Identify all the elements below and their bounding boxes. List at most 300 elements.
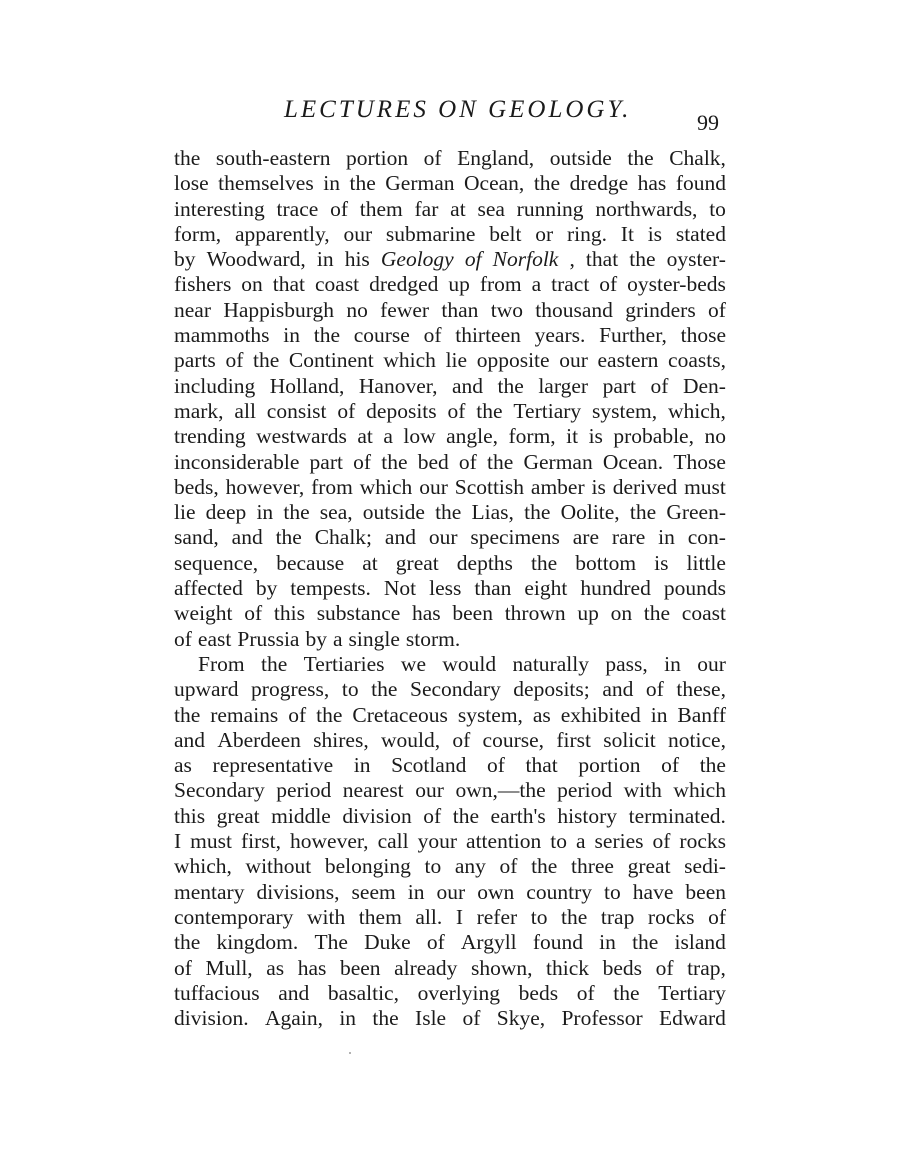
word: to: [604, 879, 621, 904]
word: Oolite,: [560, 500, 620, 525]
word: beds,: [174, 474, 219, 499]
word: been: [452, 601, 493, 626]
word: the: [313, 323, 341, 348]
word: that: [585, 247, 619, 272]
word: the: [497, 373, 524, 398]
word: dredged: [369, 272, 439, 297]
word: the: [613, 980, 640, 1005]
word: and: [231, 525, 263, 550]
word: divisions,: [256, 879, 340, 904]
word: is: [588, 424, 603, 449]
word: remains: [210, 702, 279, 727]
word: specimens: [470, 525, 560, 550]
word: nearest: [342, 778, 404, 803]
word: which,: [174, 854, 232, 879]
word: would: [442, 651, 497, 676]
word: basaltic,: [327, 980, 399, 1005]
word: Scottish: [454, 474, 525, 499]
word: thousand: [535, 297, 613, 322]
word: sea,: [319, 500, 353, 525]
word: period: [557, 778, 613, 803]
word: the: [643, 601, 671, 626]
word: storm.: [405, 626, 461, 651]
word: the: [316, 702, 343, 727]
word: three: [570, 854, 614, 879]
word: or: [535, 221, 554, 246]
word: Den-: [682, 373, 726, 398]
word: own: [477, 879, 515, 904]
word: course,: [482, 727, 545, 752]
word: those: [680, 323, 726, 348]
word: and: [278, 980, 310, 1005]
word: we: [400, 651, 426, 676]
italic-word: Geology: [380, 247, 454, 272]
word: Skye,: [496, 1006, 546, 1031]
word: of: [462, 1006, 481, 1031]
word: of: [426, 930, 445, 955]
word: ,: [569, 247, 575, 272]
word: would,: [380, 727, 441, 752]
word: Mull,: [205, 955, 253, 980]
word: con-: [687, 525, 726, 550]
word: the: [349, 171, 376, 196]
word: by: [255, 576, 278, 601]
word: Edward: [659, 1006, 726, 1031]
text-line: [174, 930, 726, 955]
word: his: [344, 247, 370, 272]
word: beds: [602, 955, 643, 980]
word: attention: [466, 829, 542, 854]
word: our: [436, 879, 466, 904]
text-line: [174, 956, 726, 981]
word: and: [451, 373, 484, 398]
word: of: [661, 753, 680, 778]
text-line: [174, 854, 726, 879]
word: a: [383, 424, 393, 449]
text-line: [174, 525, 726, 550]
word: which: [359, 474, 413, 499]
word: in: [650, 702, 668, 727]
word: of: [423, 146, 442, 170]
word: the: [174, 702, 201, 727]
word: Tertiary: [658, 980, 726, 1005]
word: representative: [212, 753, 334, 778]
word: dredge: [569, 171, 629, 196]
word: affected: [174, 576, 243, 601]
word: opposite: [476, 348, 550, 373]
word: lie: [445, 348, 468, 373]
word: with: [623, 778, 662, 803]
word: portion: [346, 146, 409, 170]
word: on: [241, 272, 263, 297]
word: is: [647, 221, 663, 246]
word: thirteen: [455, 323, 521, 348]
word: derived: [612, 474, 678, 499]
word: at: [450, 196, 466, 221]
word: our: [415, 778, 444, 803]
word: depths: [456, 550, 513, 575]
word: tract: [551, 272, 590, 297]
word: Scotland: [391, 753, 467, 778]
paragraph: [174, 652, 726, 1031]
word: the: [371, 677, 398, 702]
word: a: [531, 272, 542, 297]
word: lie: [174, 500, 196, 525]
word: Prussia: [237, 626, 300, 651]
word: these,: [676, 677, 726, 702]
word: of: [225, 348, 244, 373]
word: of: [599, 272, 618, 297]
word: trace: [276, 196, 319, 221]
word: that: [272, 272, 306, 297]
word: the: [435, 500, 462, 525]
word: of: [452, 727, 471, 752]
italic-word: of: [464, 247, 482, 272]
word: pounds: [663, 576, 726, 601]
word: is: [591, 474, 606, 499]
word: of: [447, 398, 466, 423]
word: Ocean,: [464, 171, 525, 196]
word: I: [455, 904, 463, 929]
text-line: [174, 576, 726, 601]
word: oyster-: [666, 247, 726, 272]
word: the: [452, 803, 479, 828]
word: Hanover,: [358, 373, 438, 398]
word: on: [610, 601, 633, 626]
word: coasts,: [668, 348, 726, 373]
word: no: [704, 424, 726, 449]
word: of: [423, 323, 442, 348]
text-line: [174, 348, 726, 373]
word: Duke: [364, 930, 411, 955]
text-line: [174, 753, 726, 778]
word: far: [414, 196, 439, 221]
word: this: [273, 601, 305, 626]
word: Tertiaries: [303, 651, 385, 676]
word: substance: [316, 601, 401, 626]
word: the: [476, 398, 503, 423]
word: of: [174, 955, 192, 980]
word: found: [532, 930, 583, 955]
word: country: [526, 879, 592, 904]
word: them: [359, 196, 403, 221]
word: own,—the: [455, 778, 546, 803]
word: eastern: [597, 348, 659, 373]
word: coast: [314, 272, 360, 297]
word: interesting: [174, 196, 265, 221]
word: overlying: [417, 980, 501, 1005]
word: terminated.: [628, 803, 726, 828]
word: course: [353, 323, 410, 348]
word: shown,: [470, 955, 533, 980]
word: beds: [518, 980, 559, 1005]
text-line: [174, 450, 726, 475]
word: the: [531, 854, 558, 879]
text-line: [174, 323, 726, 348]
word: including: [174, 373, 256, 398]
word: in: [658, 525, 675, 550]
word: Isle: [415, 1006, 447, 1031]
word: thrown: [504, 601, 566, 626]
printer-mark: [349, 1052, 351, 1054]
text-line: [174, 829, 726, 854]
word: however,: [290, 829, 369, 854]
word: are: [572, 525, 600, 550]
word: German: [523, 449, 593, 474]
word: exhibited: [560, 702, 641, 727]
word: deposits: [366, 398, 437, 423]
text-line: [174, 197, 726, 222]
word: our: [428, 525, 458, 550]
word: trap: [600, 904, 635, 929]
word: themselves: [218, 171, 314, 196]
word: which,: [667, 398, 726, 423]
word: the: [530, 550, 558, 575]
text-line: [174, 272, 726, 297]
word: division: [342, 803, 412, 828]
word: tempests.: [290, 576, 371, 601]
word: fewer: [380, 297, 430, 322]
word: of: [655, 955, 674, 980]
word: at: [357, 424, 373, 449]
word: great: [216, 803, 260, 828]
word: sea: [477, 196, 505, 221]
word: Argyll: [460, 930, 517, 955]
word: thick: [546, 955, 590, 980]
word: tuffacious: [174, 980, 260, 1005]
word: in: [339, 1006, 357, 1031]
word: to: [424, 854, 442, 879]
word: without: [245, 854, 312, 879]
word: series: [594, 829, 644, 854]
word: by: [174, 247, 196, 272]
word: division.: [174, 1006, 249, 1031]
word: of: [244, 601, 263, 626]
word: of: [337, 398, 356, 423]
word: of: [652, 829, 671, 854]
word: a: [332, 626, 343, 651]
word: the: [174, 146, 201, 170]
word: all.: [415, 904, 443, 929]
word: kingdom.: [216, 930, 299, 955]
word: outside: [362, 500, 425, 525]
word: belt: [489, 221, 522, 246]
word: Continent: [288, 348, 374, 373]
word: of: [708, 904, 726, 929]
word: to: [709, 196, 726, 221]
text-line: [174, 247, 726, 272]
text-line: [174, 677, 726, 702]
text-line: [174, 880, 726, 905]
word: the: [487, 449, 514, 474]
word: the: [381, 449, 408, 474]
word: by: [305, 626, 327, 651]
word: notice,: [668, 727, 726, 752]
word: Secondary: [174, 778, 265, 803]
word: sedi-: [684, 854, 726, 879]
word: Secondary: [409, 677, 501, 702]
word: Chalk,: [669, 146, 726, 170]
word: the: [632, 930, 659, 955]
word: Tertiary: [513, 398, 582, 423]
word: our: [343, 221, 373, 246]
word: great: [627, 854, 671, 879]
word: sand,: [174, 525, 219, 550]
word: portion: [578, 753, 641, 778]
word: has: [637, 171, 667, 196]
text-line: [174, 424, 726, 449]
word: Those: [673, 449, 726, 474]
word: our: [419, 474, 448, 499]
word: form,: [174, 221, 222, 246]
word: angle,: [446, 424, 499, 449]
text-line: [174, 703, 726, 728]
word: stated: [675, 221, 726, 246]
word: at: [362, 550, 378, 575]
word: in: [599, 930, 616, 955]
word: of: [423, 803, 442, 828]
text-line: [174, 298, 726, 323]
word: of: [458, 449, 477, 474]
word: Not: [383, 576, 417, 601]
word: history: [557, 803, 618, 828]
text-line: [174, 981, 726, 1006]
word: been: [685, 879, 726, 904]
word: have: [632, 879, 674, 904]
word: larger: [538, 373, 589, 398]
word: eight: [524, 576, 568, 601]
text-line: [174, 728, 726, 753]
word: From: [198, 651, 245, 676]
word: Happisburgh: [223, 297, 334, 322]
word: no: [346, 297, 368, 322]
word: two: [490, 297, 523, 322]
word: which: [673, 778, 726, 803]
word: them: [358, 904, 402, 929]
word: Holland,: [269, 373, 345, 398]
word: south-eastern: [215, 146, 331, 170]
word: must: [190, 829, 232, 854]
text-line: [174, 551, 726, 576]
text-line: [174, 500, 726, 525]
word: period: [276, 778, 332, 803]
word: system,: [457, 702, 523, 727]
word: coast: [681, 601, 726, 626]
italic-word: Norfolk: [492, 247, 559, 272]
text-line: [174, 374, 726, 399]
word: Chalk;: [314, 525, 373, 550]
word: as: [532, 702, 551, 727]
word: in: [407, 879, 425, 904]
word: and: [174, 727, 206, 752]
word: Cretaceous: [352, 702, 448, 727]
text-line: [174, 399, 726, 424]
word: bottom: [575, 550, 637, 575]
word: mentary: [174, 879, 245, 904]
text-line: [174, 804, 726, 829]
word: in: [664, 651, 681, 676]
word: Aberdeen: [217, 727, 301, 752]
word: however,: [225, 474, 305, 499]
word: progress,: [251, 677, 330, 702]
text-line: [174, 475, 726, 500]
word: of: [645, 677, 664, 702]
word: Ocean.: [602, 449, 664, 474]
word: single: [348, 626, 400, 651]
text-line: [174, 652, 726, 677]
word: with: [306, 904, 346, 929]
word: to: [530, 904, 548, 929]
word: the: [524, 500, 551, 525]
word: rocks: [679, 829, 726, 854]
word: naturally: [512, 651, 589, 676]
word: lose: [174, 171, 209, 196]
word: in: [323, 171, 340, 196]
word: of: [353, 449, 372, 474]
word: German: [385, 171, 455, 196]
word: outside: [549, 146, 612, 170]
word: of: [576, 980, 595, 1005]
word: Woodward,: [206, 247, 306, 272]
word: trending: [174, 424, 246, 449]
word: the: [174, 930, 201, 955]
word: the: [629, 247, 656, 272]
word: in: [283, 323, 301, 348]
word: part: [309, 449, 343, 474]
page-number: 99: [697, 110, 719, 135]
word: inconsiderable: [174, 449, 300, 474]
word: earth's: [490, 803, 546, 828]
word: to: [341, 677, 359, 702]
word: parts: [174, 348, 216, 373]
word: in: [256, 500, 274, 525]
word: grinders: [625, 297, 696, 322]
word: pass,: [605, 651, 648, 676]
word: because: [276, 550, 345, 575]
word: east: [197, 626, 232, 651]
word: has: [297, 955, 327, 980]
word: oyster-beds: [627, 272, 726, 297]
word: hundred: [580, 576, 651, 601]
word: running: [516, 196, 584, 221]
word: in: [353, 753, 371, 778]
word: as: [174, 753, 192, 778]
word: as: [266, 955, 285, 980]
word: near: [174, 297, 211, 322]
word: Further,: [599, 323, 667, 348]
word: submarine: [385, 221, 476, 246]
word: and: [384, 525, 416, 550]
word: bed: [417, 449, 449, 474]
word: the: [699, 753, 726, 778]
word: years.: [534, 323, 586, 348]
word: of: [174, 626, 192, 651]
word: deposits;: [513, 677, 590, 702]
word: call: [377, 829, 409, 854]
word: middle: [271, 803, 331, 828]
word: the: [561, 904, 588, 929]
word: our: [697, 651, 726, 676]
word: shires,: [313, 727, 369, 752]
text-line: [174, 1006, 726, 1031]
word: weight: [174, 601, 233, 626]
body-text: [174, 146, 726, 1031]
word: the: [283, 500, 310, 525]
word: It: [620, 221, 634, 246]
word: up: [577, 601, 599, 626]
text-line: [174, 146, 726, 171]
word: in: [316, 247, 334, 272]
